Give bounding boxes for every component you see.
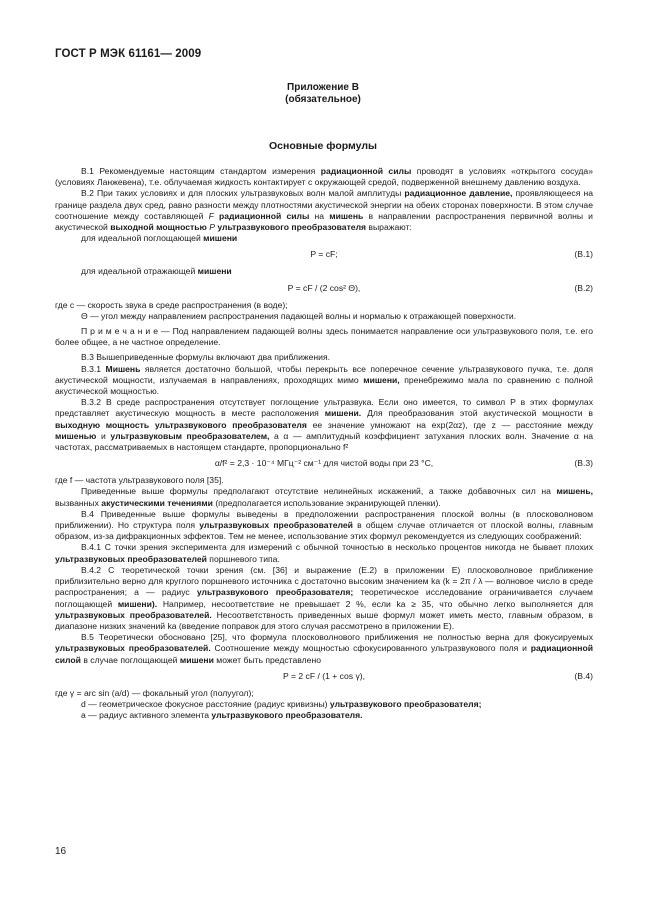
paragraph-b3: В.3 Вышеприведенные формулы включают два приближения. xyxy=(81,352,330,363)
formula-b3: α/f² = 2,3 · 10⁻⁴ МГц⁻² см⁻¹ для чистой воды при 23 °С, (В.3) xyxy=(214,458,593,469)
paragraph-b3-2: В.3.2 В среде распространения отсутствует поглощение ультразвука. Если оно имеется, то символ P в этих формулах представляет акустическую мощность в месте расположения мишени. Для преобразования этой акустической мощности в выходную мощность ультразвукового преобразователя ее значение умножают на exp(2αz), где z — расстояние между мишенью и ультразвуковым преобразователем, а α — амплитудный коэффициент затухания плоских волн. Значение α на частотах, рассматриваемых в настоящем стандарте, пропорционально f² xyxy=(55,397,593,453)
formula-b2: P = cF / (2 cos² Θ), (В.2) xyxy=(287,282,593,293)
definition-theta: Θ — угол между направлением распространения падающей волны и нормалью к отражающей поверхности. xyxy=(81,310,517,321)
paragraph-b5: В.5 Теоретически обосновано [25], что формула плосковолнового приближения не полностью верна для фокусируемых ультразвуковых преобразователей. Соотношение между мощностью сфокусированного ультразвукового поля и радиационной силой в случае поглощающей мишени может быть представлено xyxy=(55,632,593,665)
section-title: Основные формулы xyxy=(269,140,377,152)
annex-status: (обязательное) xyxy=(285,94,361,105)
definition-c: где c — скорость звука в среде распространения (в воде); xyxy=(55,299,288,310)
paragraph-assumptions: Приведенные выше формулы предполагают отсутствие нелинейных искажений, а также добавочных сил на мишень, вызванных акустическими течениями (предполагается использование экранирующей пленки). xyxy=(55,486,593,508)
definition-f: где f — частота ультразвукового поля [35]. xyxy=(55,475,224,486)
document-body xyxy=(55,166,593,721)
paragraph-b3-1: В.3.1 Мишень является достаточно большой, чтобы перекрыть все поперечное сечение ультразвукового пучка, т.е. доля акустической мощности, излучаемая в направлениях, проходящих мимо мишени, пренебрежимо мала по сравнению с полной акустической мощностью. xyxy=(55,363,593,397)
paragraph-b1: В.1 Рекомендуемые настоящим стандартом измерения радиационной силы проводят в условиях «открытого сосуда» (условиях Ланжевена), т.е. облучаемая жидкость контактирует с окружающей средой, подверженной внешнему давлению воздуха. xyxy=(55,166,593,188)
definition-gamma: где γ = arc sin (a/d) — фокальный угол (полуугол); xyxy=(55,687,254,698)
definition-d: d — геометрическое фокусное расстояние (радиус кривизны) ультразвукового преобразователя; xyxy=(81,698,482,709)
page-number: 16 xyxy=(55,846,67,857)
note: П р и м е ч а н и е — Под направлением падающей волны здесь понимается направление оси ультразвукового поля, т.е. его более общее, а не частное определение. xyxy=(55,326,593,348)
ideal-absorbing-label: для идеальной поглощающей мишени xyxy=(81,233,238,244)
paragraph-b4-1: В.4.1 С точки зрения эксперимента для измерений с обычной точностью в несколько процентов никогда не бывает плохих ультразвуковых преобразователей поршневого типа. xyxy=(55,542,593,564)
ideal-reflecting-label: для идеальной отражающей мишени xyxy=(81,266,232,277)
annex-title: Приложение В xyxy=(287,82,359,93)
formula-b1: P = cF; (В.1) xyxy=(310,249,593,260)
formula-b4: P = 2 cF / (1 + cos γ), (В.4) xyxy=(283,670,593,681)
paragraph-b4: В.4 Приведенные выше формулы выведены в предположении распространения плоской волны (в плосковолновом приближении). Но структура поля ультразвуковых преобразователей в общем случае отличается от плоской волны, главным образом, из-за дифракционных эффектов. Тем не менее, использование этих формул рекомендуется из следующих соображений: xyxy=(55,508,593,542)
definition-a: a — радиус активного элемента ультразвукового преобразователя. xyxy=(81,710,363,721)
standard-header: ГОСТ Р МЭК 61161— 2009 xyxy=(55,48,202,60)
paragraph-b4-2: В.4.2 С теоретической точки зрения (см. [36] и выражение (Е.2) в приложении Е) плосковолновое приближение приблизительно верно для круглого поршневого источника с достаточно высоким значением ka (k = 2π / λ — волновое число в среде распространения; a — радиус ультразвукового преобразователя; теоретическое исследование ограничивается случаем поглощающей мишени). Например, несоответствие не превышает 2 %, если ka ≥ 35, что обычно легко выполняется для ультразвуковых преобразователей. Несоответствность приведенных выше формул может иметь место, главным образом, в диапазоне низких значений ka (введение поправок для этого случая рассмотрено в приложении Е). xyxy=(55,564,593,631)
paragraph-b2: В.2 При таких условиях и для плоских ультразвуковых волн малой амплитуды радиационное давление, проявляющееся на границе раздела двух сред, равно разности между плотностями акустической энергии на обеих сторонах поверхности. В этом случае соотношение между составляющей F радиационной силы на мишень в направлении распространения первичной волны и акустической выходной мощностью P ультразвукового преобразователя выражают: xyxy=(55,188,593,233)
